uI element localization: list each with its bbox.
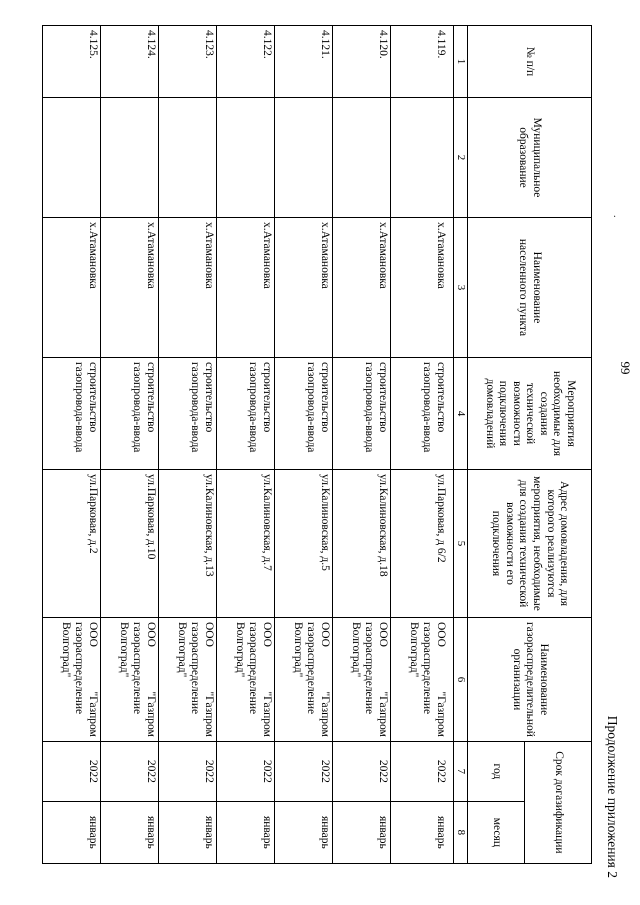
- header-measures: Мероприятия необходимые для создания технической возможности подключения домовладений: [468, 358, 592, 470]
- row-month: январь: [101, 801, 159, 863]
- row-number: 4.125.: [43, 26, 101, 98]
- row-settlement: х.Атамановка: [101, 218, 159, 358]
- header-number: № п/п: [468, 26, 592, 98]
- col-number-8: 8: [454, 801, 468, 863]
- page-number: 99: [618, 361, 633, 375]
- row-measure: строительство газопровода-ввода: [333, 358, 391, 470]
- row-measure: строительство газопровода-ввода: [217, 358, 275, 470]
- row-address: ул.Калиновская, д.13: [159, 470, 217, 618]
- col-number-2: 2: [454, 98, 468, 218]
- row-number: 4.121.: [275, 26, 333, 98]
- row-measure: строительство газопровода-ввода: [101, 358, 159, 470]
- col-number-7: 7: [454, 741, 468, 801]
- row-organization: ООО "Газпром газораспределение Волгоград": [275, 618, 333, 742]
- col-number-6: 6: [454, 618, 468, 742]
- row-month: январь: [275, 801, 333, 863]
- table-row: [391, 26, 454, 864]
- row-year: 2022: [43, 741, 101, 801]
- row-municipality: [217, 98, 275, 218]
- row-measure: строительство газопровода-ввода: [43, 358, 101, 470]
- row-year: 2022: [159, 741, 217, 801]
- header-term: Срок догазификации: [525, 741, 592, 863]
- row-month: январь: [333, 801, 391, 863]
- row-municipality: [275, 98, 333, 218]
- header-address: Адрес домовладения, для которого реализуются мероприятия, необходимые для создания технической возможности его подключения: [468, 470, 592, 618]
- row-year: 2022: [101, 741, 159, 801]
- row-year: 2022: [391, 741, 454, 801]
- row-number: 4.119.: [391, 26, 454, 98]
- row-year: 2022: [217, 741, 275, 801]
- row-number: 4.120.: [333, 26, 391, 98]
- row-organization: ООО "Газпром газораспределение Волгоград": [333, 618, 391, 742]
- col-number-1: 1: [454, 26, 468, 98]
- header-municipality: Муниципальное образование: [468, 98, 592, 218]
- row-month: январь: [217, 801, 275, 863]
- row-address: ул.Парковая, д.2: [43, 470, 101, 618]
- row-month: январь: [159, 801, 217, 863]
- row-settlement: х.Атамановка: [43, 218, 101, 358]
- row-settlement: х.Атамановка: [391, 218, 454, 358]
- row-municipality: [101, 98, 159, 218]
- header-year: год: [468, 741, 525, 801]
- row-month: январь: [391, 801, 454, 863]
- row-month: январь: [43, 801, 101, 863]
- row-municipality: [43, 98, 101, 218]
- row-number: 4.122.: [217, 26, 275, 98]
- col-number-5: 5: [454, 470, 468, 618]
- row-address: ул.Парковая, д 6/2: [391, 470, 454, 618]
- row-address: ул.Калиновская, д.5: [275, 470, 333, 618]
- continuation-label: Продолжение приложения 2: [605, 715, 620, 878]
- row-organization: ООО "Газпром газораспределение Волгоград": [391, 618, 454, 742]
- row-number: 4.124.: [101, 26, 159, 98]
- table-row: [159, 26, 217, 864]
- row-municipality: [391, 98, 454, 218]
- col-number-3: 3: [454, 218, 468, 358]
- gasification-table: [42, 25, 592, 864]
- header-settlement: Наименование населенного пункта: [468, 218, 592, 358]
- header-organization: Наименование газораспределительной организации: [468, 618, 592, 742]
- table-row: [101, 26, 159, 864]
- row-measure: строительство газопровода-ввода: [275, 358, 333, 470]
- table-row: [217, 26, 275, 864]
- row-measure: строительство газопровода-ввода: [391, 358, 454, 470]
- row-settlement: х.Атамановка: [217, 218, 275, 358]
- scan-mark: .: [611, 215, 622, 218]
- row-organization: ООО "Газпром газораспределение Волгоград": [43, 618, 101, 742]
- row-measure: строительство газопровода-ввода: [159, 358, 217, 470]
- col-number-4: 4: [454, 358, 468, 470]
- row-settlement: х.Атамановка: [159, 218, 217, 358]
- row-organization: ООО "Газпром газораспределение Волгоград": [217, 618, 275, 742]
- row-year: 2022: [333, 741, 391, 801]
- table-row: [275, 26, 333, 864]
- row-organization: ООО "Газпром газораспределение Волгоград": [159, 618, 217, 742]
- header-month: месяц: [468, 801, 525, 863]
- row-organization: ООО "Газпром газораспределение Волгоград": [101, 618, 159, 742]
- row-year: 2022: [275, 741, 333, 801]
- table-row: [333, 26, 391, 864]
- row-address: ул.Калиновская, д.7: [217, 470, 275, 618]
- row-municipality: [159, 98, 217, 218]
- row-settlement: х.Атамановка: [333, 218, 391, 358]
- row-address: ул.Парковая, д.10: [101, 470, 159, 618]
- table-row: [43, 26, 101, 864]
- row-address: ул.Калиновская, д.18: [333, 470, 391, 618]
- row-settlement: х.Атамановка: [275, 218, 333, 358]
- row-municipality: [333, 98, 391, 218]
- row-number: 4.123.: [159, 26, 217, 98]
